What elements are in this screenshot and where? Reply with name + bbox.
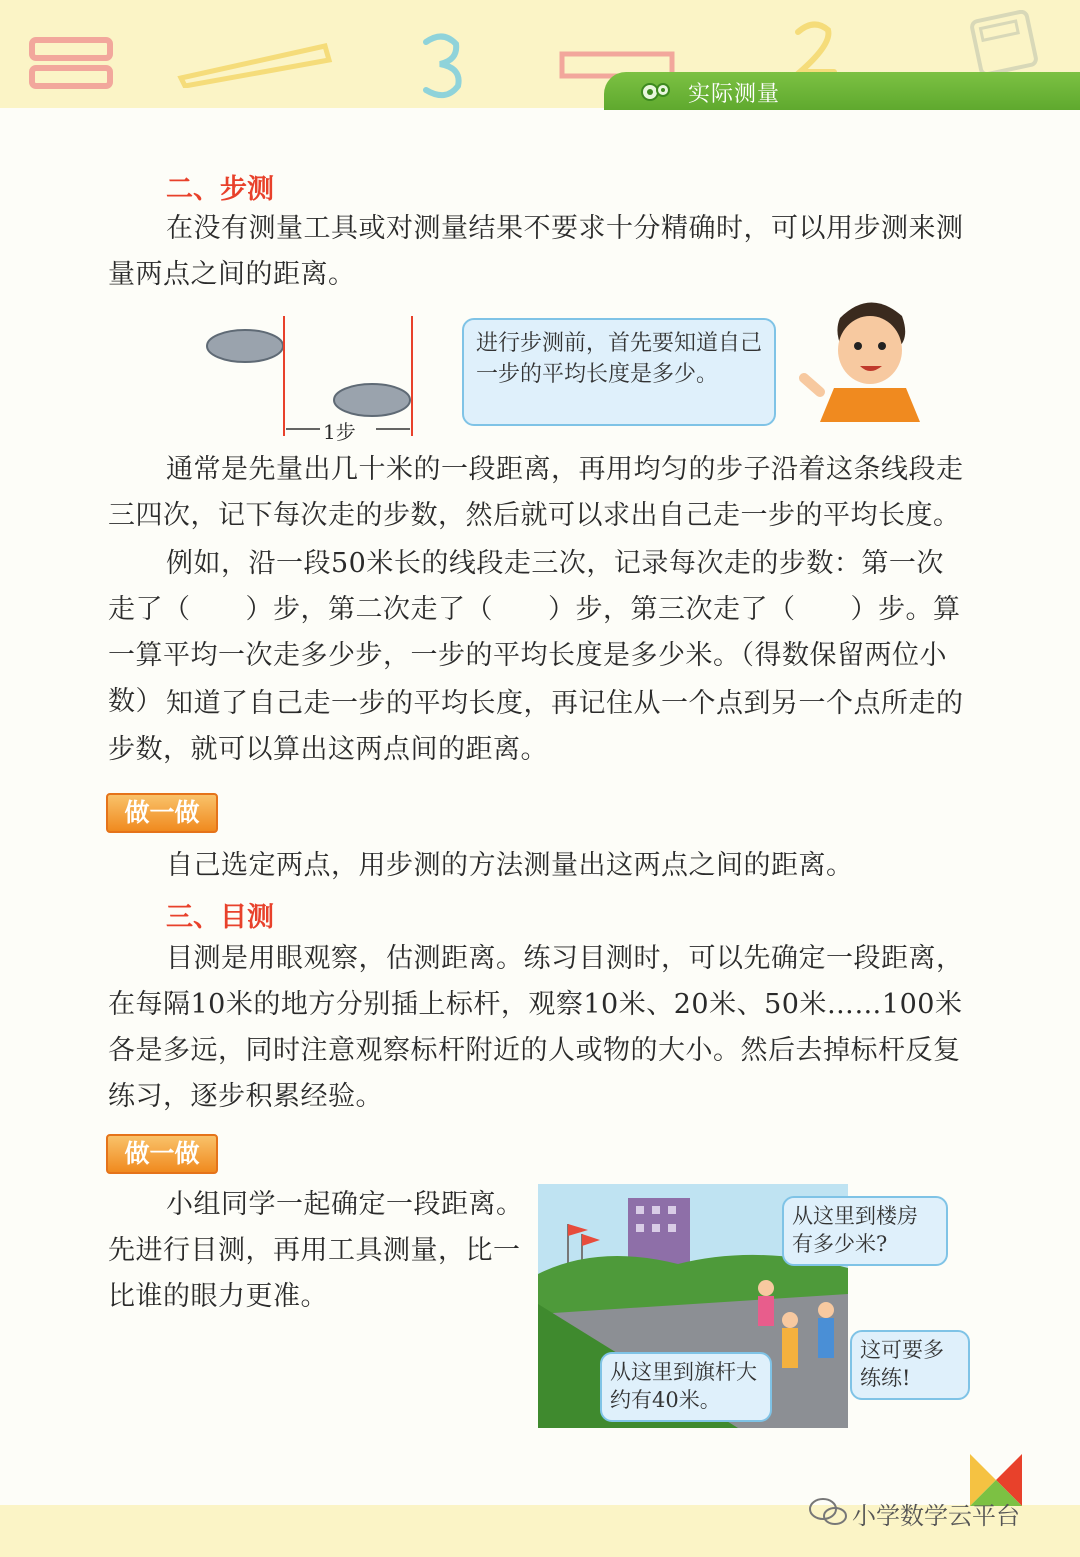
step-measure-intro: 在没有测量工具或对测量结果不要求十分精确时，可以用步测来测量两点之间的距离。 bbox=[108, 213, 964, 290]
visual-estimate-paragraph: 目测是用眼观察，估测距离。练习目测时，可以先确定一段距离，在每隔10米的地方分别插上标杆，观察10米、20米、50米……100米各是多远，同时注意观察标杆附近的人或物的大小。然后去掉标杆反复练习，逐步积累经验。 bbox=[108, 943, 964, 1112]
wechat-icon bbox=[808, 1496, 848, 1528]
speech-bubble-flagpole: 从这里到旗杆大约有40米。 bbox=[600, 1352, 772, 1422]
step-measure-paragraph-2: 通常是先量出几十米的一段距离，再用均匀的步子沿着这条线段走三四次，记下每次走的步数，然后就可以求出自己走一步的平均长度。 bbox=[108, 454, 964, 531]
section-heading-step-measure: 二、步测 bbox=[166, 174, 274, 205]
step-length-label: 1步 bbox=[323, 420, 356, 444]
pencil-decor-icon bbox=[175, 38, 335, 88]
chapter-title: 实际测量 bbox=[688, 82, 781, 107]
gear-icon bbox=[640, 80, 672, 104]
activity-2-text: 小组同学一起确定一段距离。先进行目测，再用工具测量，比一比谁的眼力更准。 bbox=[108, 1189, 524, 1312]
calculator-decor-icon bbox=[970, 10, 1040, 76]
activity-badge-2: 做一做 bbox=[106, 1134, 218, 1174]
activity-badge-1: 做一做 bbox=[106, 793, 218, 833]
step-measure-example: 例如，沿一段50米长的线段走三次，记录每次走的步数：第一次走了（ ）步，第二次走了（ ）步，第三次走了（ ）步。算一算平均一次走多少步，一步的平均长度是多少米。（得数保留两位小数） bbox=[108, 548, 961, 717]
step-measure-paragraph-4: 知道了自己走一步的平均长度，再记住从一个点到另一个点所走的步数，就可以算出这两点间的距离。 bbox=[108, 688, 964, 765]
header-tab bbox=[604, 72, 1080, 110]
number-three-decor-icon bbox=[418, 30, 468, 102]
step-tip-bubble: 进行步测前，首先要知道自己一步的平均长度是多少。 bbox=[462, 318, 776, 426]
activity-1-text: 自己选定两点，用步测的方法测量出这两点之间的距离。 bbox=[166, 850, 854, 881]
number-two-decor-icon bbox=[790, 18, 840, 78]
ruler-decor-icon bbox=[28, 34, 118, 94]
speech-bubble-building: 从这里到楼房有多少米? bbox=[782, 1196, 948, 1266]
section-heading-visual-estimate: 三、目测 bbox=[166, 902, 274, 933]
footprints-diagram bbox=[200, 312, 430, 442]
watermark-text: 小学数学云平台 bbox=[852, 1502, 1020, 1530]
boy-character-illustration bbox=[790, 288, 940, 422]
speech-bubble-practice: 这可要多练练! bbox=[850, 1330, 970, 1400]
